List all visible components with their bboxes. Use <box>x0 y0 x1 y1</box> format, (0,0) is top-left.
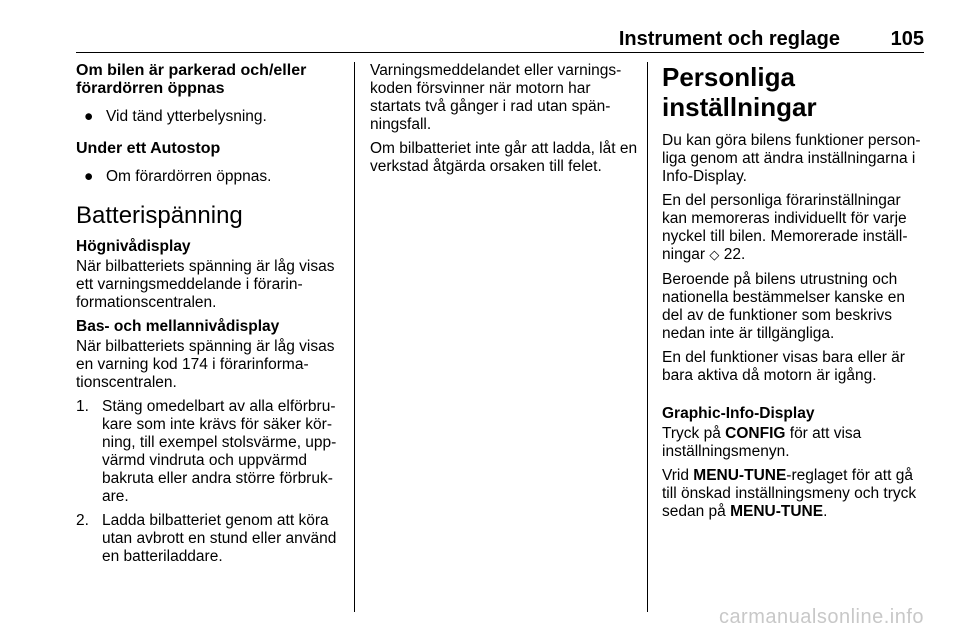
steps-list <box>76 398 344 566</box>
page-reference[interactable]: 22. <box>723 246 746 263</box>
section-title-battery: Batterispänning <box>76 202 243 229</box>
config-key: CONFIG <box>725 425 786 442</box>
step-number: 1. <box>76 398 89 415</box>
paragraph: När bilbatteriets spänning är låg visas ett varningsmeddelande i förarinformationscentralen. <box>76 258 335 311</box>
bullet-text: Om förardörren öppnas. <box>106 168 272 185</box>
bullet-item <box>76 108 344 126</box>
column-divider <box>647 62 648 612</box>
bullet-icon: ● <box>84 168 94 185</box>
section-title-personal: Personliga inställningar <box>662 62 817 122</box>
paragraph: Varningsmeddelandet eller varningskoden försvinner när motorn har startats två gånger i rad utan spänningsfall. <box>370 62 622 133</box>
heading-autostop: Under ett Autostop <box>76 140 221 157</box>
heading-parked: Om bilen är parkerad och/eller förardörren öppnas <box>76 62 307 97</box>
chapter-title: Instrument och reglage <box>618 28 840 50</box>
paragraph: När bilbatteriets spänning är låg visas en varning kod 174 i förarinformationscentralen. <box>76 338 335 391</box>
column-3 <box>662 62 928 527</box>
step-item <box>76 512 344 566</box>
page-number: 105 <box>890 28 924 50</box>
menu-tune-key: MENU-TUNE <box>730 503 824 520</box>
step-text: Stäng omedelbart av alla elförbrukare som inte krävs för säker körning, till exempel stolsvärme, uppvärmd vindruta och uppvärmd bakruta eller andra större förbrukare. <box>102 398 337 505</box>
column-1 <box>76 62 344 572</box>
page-header <box>76 28 924 53</box>
paragraph: Du kan göra bilens funktioner personliga genom att ändra inställningarna i Info-Display. <box>662 132 921 185</box>
subheading-high-level: Högnivådisplay <box>76 238 191 255</box>
menu-tune-key: MENU-TUNE <box>693 467 787 484</box>
paragraph: Om bilbatteriet inte går att ladda, låt en verkstad åtgärda orsaken till felet. <box>370 140 638 175</box>
paragraph: Vrid MENU-TUNE-reglaget för att gå till önskad inställningsmeny och tryck sedan på MENU-TUNE. <box>662 467 917 520</box>
arrow-right-icon: ◇ <box>709 248 720 263</box>
step-item <box>76 398 344 506</box>
paragraph: Beroende på bilens utrustning och nationella bestämmelser kanske en del av de funktioner som beskrivs nedan inte är tillgängliga. <box>662 271 905 342</box>
bullet-text: Vid tänd ytterbelysning. <box>106 108 267 125</box>
column-divider <box>354 62 355 612</box>
watermark: carmanualsonline.info <box>718 606 924 628</box>
paragraph: Tryck på CONFIG för att visa inställningsmenyn. <box>662 425 862 460</box>
subheading-base-mid: Bas- och mellannivådisplay <box>76 318 280 335</box>
step-text: Ladda bilbatteriet genom att köra utan avbrott en stund eller använd en batteriladdare. <box>102 512 337 565</box>
paragraph: En del personliga förarinställningar kan memoreras individuellt för varje nyckel till bilen. Memorerade inställningar ◇ 22. <box>662 192 908 263</box>
column-2 <box>370 62 640 182</box>
subheading-graphic-info: Graphic-Info-Display <box>662 405 815 422</box>
paragraph: En del funktioner visas bara eller är bara aktiva då motorn är igång. <box>662 349 905 384</box>
bullet-item <box>76 168 344 186</box>
bullet-icon: ● <box>84 108 94 125</box>
step-number: 2. <box>76 512 89 529</box>
